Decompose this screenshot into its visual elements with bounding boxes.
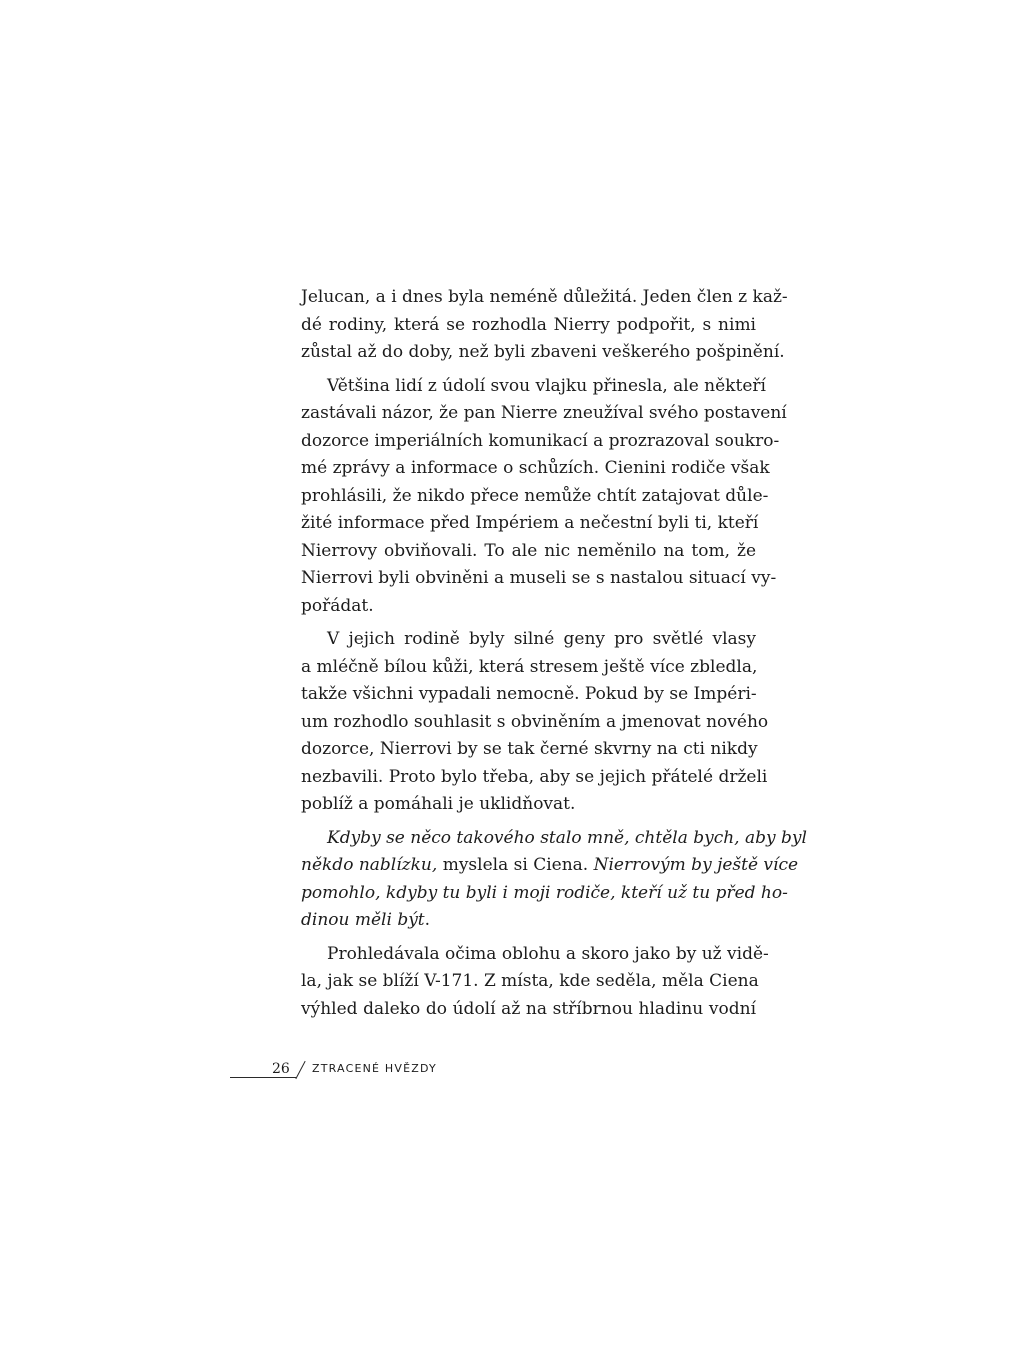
paragraph	[301, 373, 787, 621]
text-segment: Nierrovi byli obviněni a museli se s nastalou situací vy-	[301, 568, 777, 588]
running-title: ZTRACENÉ HVĚZDY	[312, 1062, 437, 1075]
text-segment: .	[424, 910, 431, 930]
paragraph	[301, 284, 788, 367]
text-line	[301, 626, 756, 654]
text-segment: Nierrovy obviňovali. To ale nic neměnilo na tom, že	[301, 540, 756, 561]
text-segment: la, jak se blíží V-171. Z místa, kde seděla, měla Ciena	[301, 971, 759, 991]
text-line	[301, 968, 759, 996]
paragraph	[301, 825, 807, 935]
text-line	[301, 681, 756, 709]
italic-text: Kdyby se něco takového stalo mně, chtěla bych, aby byl	[327, 827, 807, 848]
italic-text: pomohlo, kdyby tu byli i moji rodiče, kteří už tu před ho-	[301, 882, 788, 903]
text-segment: V jejich rodině byly silné geny pro světlé vlasy	[327, 629, 756, 649]
text-segment: dé rodiny, která se rozhodla Nierry podpořit, s nimi	[301, 314, 756, 335]
text-segment: myslela si Ciena.	[437, 855, 594, 875]
text-segment: prohlásili, že nikdo přece nemůže chtít zatajovat důle-	[301, 485, 769, 506]
text-segment: a mléčně bílou kůži, která stresem ještě více zbledla,	[301, 656, 758, 677]
text-line	[301, 654, 756, 682]
text-line	[301, 284, 788, 312]
text-line	[301, 825, 807, 853]
italic-text: Nierrovým by ještě více	[593, 855, 799, 875]
text-line	[301, 736, 756, 764]
text-line	[301, 538, 756, 566]
text-segment: mé zprávy a informace o schůzích. Cienini rodiče však	[301, 458, 770, 478]
text-segment: nezbavili. Proto bylo třeba, aby se jejich přátelé drželi	[301, 766, 768, 787]
text-line	[301, 565, 777, 593]
text-line	[301, 996, 756, 1024]
text-line	[301, 709, 769, 737]
italic-text: někdo nablízku,	[301, 855, 438, 875]
text-segment: takže všichni vypadali nemocně. Pokud by se Impéri-	[301, 684, 757, 704]
paragraph	[301, 626, 769, 819]
text-segment: dozorce imperiálních komunikací a prozrazoval soukro-	[301, 430, 780, 451]
text-line	[301, 941, 769, 969]
text-line	[301, 400, 787, 428]
paragraph	[301, 941, 769, 1024]
italic-text: dinou měli být	[301, 910, 425, 930]
text-line	[301, 593, 756, 621]
text-line	[301, 373, 766, 401]
footer-slash	[295, 1061, 305, 1079]
text-segment: poblíž a pomáhali je uklidňovat.	[301, 794, 576, 814]
body-text	[301, 284, 807, 1023]
text-segment: zastávali názor, že pan Nierre zneužíval svého postavení	[301, 403, 787, 423]
text-line	[301, 510, 759, 538]
text-segment: Většina lidí z údolí svou vlajku přinesla, ale někteří	[327, 375, 766, 396]
text-segment: Prohledávala očima oblohu a skoro jako by už vidě-	[327, 943, 769, 964]
page-number: 26	[272, 1061, 290, 1077]
text-segment: výhled daleko do údolí až na stříbrnou hladinu vodní	[301, 998, 756, 1019]
text-line	[301, 791, 756, 819]
text-segment: žité informace před Impériem a nečestní byli ti, kteří	[301, 513, 759, 533]
text-line	[301, 852, 799, 880]
text-line	[301, 764, 768, 792]
page-footer	[230, 1060, 530, 1080]
text-line	[301, 428, 780, 456]
text-line	[301, 312, 756, 340]
text-segment: dozorce, Nierrovi by se tak černé skvrny na cti nikdy	[301, 739, 758, 759]
text-line	[301, 880, 788, 908]
text-line	[301, 907, 756, 935]
text-segment: um rozhodlo souhlasit s obviněním a jmenovat nového	[301, 711, 769, 732]
text-segment: zůstal až do doby, než byli zbaveni veškerého pošpinění.	[301, 342, 785, 362]
text-line	[301, 455, 770, 483]
text-segment: Jelucan, a i dnes byla neméně důležitá. Jeden člen z kaž-	[301, 287, 788, 307]
text-line	[301, 339, 785, 367]
text-line	[301, 483, 769, 511]
text-segment: pořádat.	[301, 595, 374, 616]
